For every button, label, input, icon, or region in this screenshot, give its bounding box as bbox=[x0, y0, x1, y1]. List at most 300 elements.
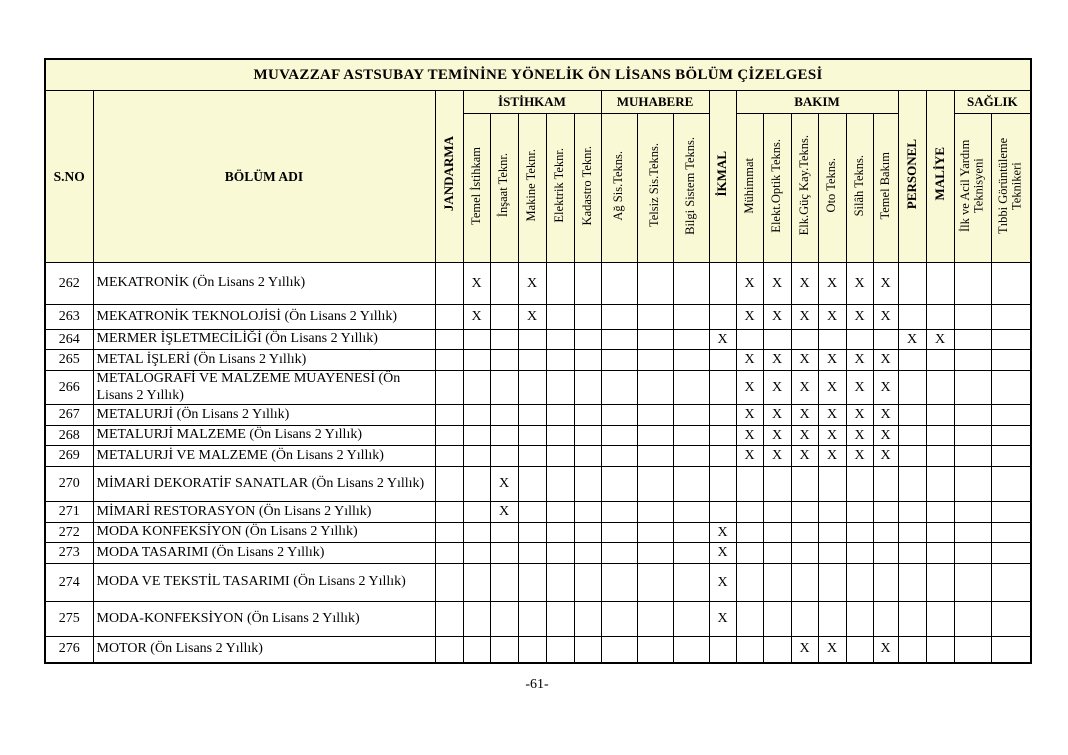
mark-cell-jandarma bbox=[435, 602, 463, 637]
col-header-bolum-adi: BÖLÜM ADI bbox=[93, 91, 435, 263]
mark-cell-personel bbox=[898, 446, 926, 467]
mark-cell-elektrik-teknr bbox=[546, 523, 574, 543]
mark-cell-ag-sis-tekns bbox=[601, 637, 637, 663]
mark-cell-telsiz-sis-tekns bbox=[637, 502, 673, 523]
sno-cell: 276 bbox=[45, 637, 93, 663]
mark-cell-ilk-acil-yardim bbox=[954, 564, 991, 602]
mark-cell-temel-bakim bbox=[873, 543, 898, 564]
mark-cell-insaat-teknr bbox=[490, 330, 518, 350]
mark-cell-temel-bakim bbox=[873, 467, 898, 502]
mark-cell-ag-sis-tekns bbox=[601, 543, 637, 564]
mark-cell-kadastro-teknr bbox=[574, 405, 601, 426]
mark-cell-ikmal: X bbox=[709, 564, 736, 602]
mark-cell-oto-tekns bbox=[818, 502, 846, 523]
mark-cell-makine-teknr bbox=[518, 637, 546, 663]
mark-cell-elekt-optik-tekns: X bbox=[763, 305, 791, 330]
mark-cell-maliye bbox=[926, 543, 954, 564]
mark-cell-silah-tekns bbox=[846, 637, 873, 663]
mark-cell-muhimmat: X bbox=[736, 426, 763, 446]
mark-cell-silah-tekns: X bbox=[846, 446, 873, 467]
mark-cell-temel-bakim: X bbox=[873, 263, 898, 305]
mark-cell-silah-tekns: X bbox=[846, 305, 873, 330]
mark-cell-temel-istihkam bbox=[463, 330, 490, 350]
table-row bbox=[45, 426, 1031, 446]
mark-cell-silah-tekns: X bbox=[846, 263, 873, 305]
mark-cell-elekt-optik-tekns bbox=[763, 467, 791, 502]
sno-cell: 266 bbox=[45, 371, 93, 405]
sno-cell: 271 bbox=[45, 502, 93, 523]
mark-cell-personel bbox=[898, 543, 926, 564]
mark-cell-ag-sis-tekns bbox=[601, 502, 637, 523]
mark-cell-personel bbox=[898, 502, 926, 523]
mark-cell-temel-istihkam bbox=[463, 564, 490, 602]
col-header-elk-guc-kay-tekns: Elk.Güç Kay.Tekns. bbox=[791, 114, 818, 263]
mark-cell-makine-teknr: X bbox=[518, 263, 546, 305]
mark-cell-tibbi-goruntuleme bbox=[991, 523, 1031, 543]
mark-cell-elk-guc-kay-tekns: X bbox=[791, 405, 818, 426]
mark-cell-ikmal bbox=[709, 350, 736, 371]
mark-cell-makine-teknr bbox=[518, 502, 546, 523]
mark-cell-bilgi-sistem-tekns bbox=[673, 502, 709, 523]
mark-cell-kadastro-teknr bbox=[574, 371, 601, 405]
mark-cell-muhimmat bbox=[736, 637, 763, 663]
mark-cell-telsiz-sis-tekns bbox=[637, 405, 673, 426]
table-row bbox=[45, 564, 1031, 602]
sno-cell: 274 bbox=[45, 564, 93, 602]
mark-cell-maliye bbox=[926, 602, 954, 637]
mark-cell-kadastro-teknr bbox=[574, 305, 601, 330]
mark-cell-kadastro-teknr bbox=[574, 564, 601, 602]
mark-cell-elk-guc-kay-tekns: X bbox=[791, 263, 818, 305]
table-row bbox=[45, 637, 1031, 663]
mark-cell-oto-tekns bbox=[818, 467, 846, 502]
mark-cell-telsiz-sis-tekns bbox=[637, 523, 673, 543]
mark-cell-jandarma bbox=[435, 405, 463, 426]
mark-cell-personel bbox=[898, 371, 926, 405]
mark-cell-muhimmat: X bbox=[736, 446, 763, 467]
mark-cell-silah-tekns bbox=[846, 502, 873, 523]
col-header-sno: S.NO bbox=[45, 91, 93, 263]
mark-cell-elk-guc-kay-tekns: X bbox=[791, 350, 818, 371]
col-header-ikmal bbox=[709, 91, 736, 263]
mark-cell-telsiz-sis-tekns bbox=[637, 330, 673, 350]
mark-cell-insaat-teknr: X bbox=[490, 467, 518, 502]
mark-cell-temel-istihkam bbox=[463, 371, 490, 405]
mark-cell-elektrik-teknr bbox=[546, 350, 574, 371]
mark-cell-tibbi-goruntuleme bbox=[991, 305, 1031, 330]
group-header-row bbox=[45, 91, 1031, 114]
bolum-name-cell: MİMARİ DEKORATİF SANATLAR (Ön Lisans 2 Yıllık) bbox=[93, 467, 435, 502]
mark-cell-temel-istihkam bbox=[463, 602, 490, 637]
mark-cell-insaat-teknr bbox=[490, 523, 518, 543]
mark-cell-ikmal bbox=[709, 467, 736, 502]
mark-cell-personel bbox=[898, 467, 926, 502]
mark-cell-kadastro-teknr bbox=[574, 446, 601, 467]
mark-cell-elekt-optik-tekns bbox=[763, 543, 791, 564]
mark-cell-personel bbox=[898, 426, 926, 446]
mark-cell-ilk-acil-yardim bbox=[954, 446, 991, 467]
mark-cell-insaat-teknr bbox=[490, 637, 518, 663]
mark-cell-kadastro-teknr bbox=[574, 263, 601, 305]
mark-cell-maliye: X bbox=[926, 330, 954, 350]
mark-cell-bilgi-sistem-tekns bbox=[673, 523, 709, 543]
mark-cell-ag-sis-tekns bbox=[601, 602, 637, 637]
mark-cell-insaat-teknr bbox=[490, 371, 518, 405]
mark-cell-jandarma bbox=[435, 543, 463, 564]
mark-cell-telsiz-sis-tekns bbox=[637, 543, 673, 564]
mark-cell-muhimmat bbox=[736, 467, 763, 502]
mark-cell-makine-teknr: X bbox=[518, 305, 546, 330]
mark-cell-ikmal bbox=[709, 446, 736, 467]
mark-cell-silah-tekns bbox=[846, 564, 873, 602]
mark-cell-ag-sis-tekns bbox=[601, 446, 637, 467]
mark-cell-insaat-teknr: X bbox=[490, 502, 518, 523]
mark-cell-ilk-acil-yardim bbox=[954, 405, 991, 426]
table-row bbox=[45, 405, 1031, 426]
mark-cell-oto-tekns: X bbox=[818, 263, 846, 305]
mark-cell-personel bbox=[898, 637, 926, 663]
mark-cell-elekt-optik-tekns bbox=[763, 602, 791, 637]
col-header-insaat-teknr: İnşaat Teknr. bbox=[490, 114, 518, 263]
mark-cell-oto-tekns bbox=[818, 602, 846, 637]
mark-cell-telsiz-sis-tekns bbox=[637, 446, 673, 467]
mark-cell-elekt-optik-tekns: X bbox=[763, 446, 791, 467]
mark-cell-oto-tekns bbox=[818, 564, 846, 602]
mark-cell-tibbi-goruntuleme bbox=[991, 637, 1031, 663]
bolum-name-cell: METALURJİ VE MALZEME (Ön Lisans 2 Yıllık) bbox=[93, 446, 435, 467]
col-header-elektrik-teknr: Elektrik Teknr. bbox=[546, 114, 574, 263]
mark-cell-temel-istihkam bbox=[463, 523, 490, 543]
mark-cell-telsiz-sis-tekns bbox=[637, 350, 673, 371]
mark-cell-muhimmat: X bbox=[736, 350, 763, 371]
personel-label: PERSONEL bbox=[903, 138, 919, 210]
mark-cell-oto-tekns: X bbox=[818, 350, 846, 371]
col-header-elekt-optik-tekns: Elekt.Optik Tekns. bbox=[763, 114, 791, 263]
mark-cell-bilgi-sistem-tekns bbox=[673, 305, 709, 330]
mark-cell-elk-guc-kay-tekns: X bbox=[791, 637, 818, 663]
bolum-name-cell: MEKATRONİK (Ön Lisans 2 Yıllık) bbox=[93, 263, 435, 305]
mark-cell-temel-istihkam: X bbox=[463, 263, 490, 305]
mark-cell-oto-tekns: X bbox=[818, 446, 846, 467]
mark-cell-personel bbox=[898, 523, 926, 543]
mark-cell-elektrik-teknr bbox=[546, 330, 574, 350]
mark-cell-elk-guc-kay-tekns bbox=[791, 467, 818, 502]
bolum-name-cell: METALURJİ (Ön Lisans 2 Yıllık) bbox=[93, 405, 435, 426]
mark-cell-makine-teknr bbox=[518, 602, 546, 637]
mark-cell-oto-tekns bbox=[818, 330, 846, 350]
mark-cell-telsiz-sis-tekns bbox=[637, 426, 673, 446]
mark-cell-ag-sis-tekns bbox=[601, 405, 637, 426]
mark-cell-tibbi-goruntuleme bbox=[991, 263, 1031, 305]
mark-cell-jandarma bbox=[435, 502, 463, 523]
mark-cell-temel-bakim bbox=[873, 330, 898, 350]
mark-cell-elk-guc-kay-tekns bbox=[791, 502, 818, 523]
mark-cell-ag-sis-tekns bbox=[601, 371, 637, 405]
mark-cell-elekt-optik-tekns: X bbox=[763, 350, 791, 371]
bolum-name-cell: METALURJİ MALZEME (Ön Lisans 2 Yıllık) bbox=[93, 426, 435, 446]
mark-cell-silah-tekns bbox=[846, 330, 873, 350]
mark-cell-maliye bbox=[926, 564, 954, 602]
mark-cell-ilk-acil-yardim bbox=[954, 467, 991, 502]
mark-cell-maliye bbox=[926, 350, 954, 371]
mark-cell-ag-sis-tekns bbox=[601, 263, 637, 305]
mark-cell-temel-bakim: X bbox=[873, 426, 898, 446]
table-title: MUVAZZAF ASTSUBAY TEMİNİNE YÖNELİK ÖN LİSANS BÖLÜM ÇİZELGESİ bbox=[45, 59, 1031, 91]
table-row bbox=[45, 330, 1031, 350]
mark-cell-insaat-teknr bbox=[490, 426, 518, 446]
mark-cell-telsiz-sis-tekns bbox=[637, 263, 673, 305]
mark-cell-telsiz-sis-tekns bbox=[637, 305, 673, 330]
bolum-name-cell: MERMER İŞLETMECİLİĞİ (Ön Lisans 2 Yıllık) bbox=[93, 330, 435, 350]
mark-cell-personel bbox=[898, 263, 926, 305]
mark-cell-elektrik-teknr bbox=[546, 305, 574, 330]
table-row bbox=[45, 371, 1031, 405]
mark-cell-elektrik-teknr bbox=[546, 446, 574, 467]
mark-cell-temel-bakim: X bbox=[873, 405, 898, 426]
mark-cell-tibbi-goruntuleme bbox=[991, 405, 1031, 426]
mark-cell-muhimmat bbox=[736, 502, 763, 523]
sno-cell: 275 bbox=[45, 602, 93, 637]
mark-cell-tibbi-goruntuleme bbox=[991, 602, 1031, 637]
mark-cell-bilgi-sistem-tekns bbox=[673, 637, 709, 663]
mark-cell-ag-sis-tekns bbox=[601, 467, 637, 502]
table-row bbox=[45, 467, 1031, 502]
col-header-maliye bbox=[926, 91, 954, 263]
mark-cell-kadastro-teknr bbox=[574, 350, 601, 371]
mark-cell-kadastro-teknr bbox=[574, 502, 601, 523]
mark-cell-makine-teknr bbox=[518, 523, 546, 543]
sno-cell: 268 bbox=[45, 426, 93, 446]
mark-cell-makine-teknr bbox=[518, 405, 546, 426]
bolum-name-cell: MEKATRONİK TEKNOLOJİSİ (Ön Lisans 2 Yıllık) bbox=[93, 305, 435, 330]
mark-cell-muhimmat: X bbox=[736, 371, 763, 405]
mark-cell-silah-tekns: X bbox=[846, 371, 873, 405]
sno-cell: 269 bbox=[45, 446, 93, 467]
mark-cell-insaat-teknr bbox=[490, 263, 518, 305]
mark-cell-makine-teknr bbox=[518, 350, 546, 371]
mark-cell-bilgi-sistem-tekns bbox=[673, 602, 709, 637]
mark-cell-insaat-teknr bbox=[490, 564, 518, 602]
mark-cell-maliye bbox=[926, 502, 954, 523]
mark-cell-ikmal bbox=[709, 426, 736, 446]
group-header-saglik: SAĞLIK bbox=[954, 91, 1031, 114]
mark-cell-ilk-acil-yardim bbox=[954, 523, 991, 543]
mark-cell-ag-sis-tekns bbox=[601, 426, 637, 446]
mark-cell-ilk-acil-yardim bbox=[954, 263, 991, 305]
mark-cell-elk-guc-kay-tekns bbox=[791, 602, 818, 637]
mark-cell-kadastro-teknr bbox=[574, 426, 601, 446]
mark-cell-muhimmat bbox=[736, 543, 763, 564]
mark-cell-bilgi-sistem-tekns bbox=[673, 467, 709, 502]
mark-cell-ag-sis-tekns bbox=[601, 523, 637, 543]
mark-cell-muhimmat: X bbox=[736, 263, 763, 305]
mark-cell-silah-tekns bbox=[846, 602, 873, 637]
mark-cell-temel-istihkam bbox=[463, 446, 490, 467]
mark-cell-ag-sis-tekns bbox=[601, 305, 637, 330]
mark-cell-temel-bakim bbox=[873, 523, 898, 543]
mark-cell-jandarma bbox=[435, 467, 463, 502]
mark-cell-elektrik-teknr bbox=[546, 426, 574, 446]
mark-cell-jandarma bbox=[435, 564, 463, 602]
mark-cell-telsiz-sis-tekns bbox=[637, 371, 673, 405]
mark-cell-temel-istihkam bbox=[463, 502, 490, 523]
mark-cell-kadastro-teknr bbox=[574, 543, 601, 564]
mark-cell-elekt-optik-tekns: X bbox=[763, 426, 791, 446]
mark-cell-personel bbox=[898, 350, 926, 371]
mark-cell-tibbi-goruntuleme bbox=[991, 543, 1031, 564]
maliye-label: MALİYE bbox=[931, 147, 947, 201]
mark-cell-jandarma bbox=[435, 523, 463, 543]
mark-cell-ilk-acil-yardim bbox=[954, 330, 991, 350]
mark-cell-ikmal: X bbox=[709, 330, 736, 350]
mark-cell-kadastro-teknr bbox=[574, 602, 601, 637]
col-header-makine-teknr: Makine Teknr. bbox=[518, 114, 546, 263]
mark-cell-tibbi-goruntuleme bbox=[991, 502, 1031, 523]
mark-cell-elekt-optik-tekns bbox=[763, 502, 791, 523]
mark-cell-muhimmat bbox=[736, 523, 763, 543]
mark-cell-maliye bbox=[926, 637, 954, 663]
mark-cell-elekt-optik-tekns bbox=[763, 637, 791, 663]
mark-cell-temel-istihkam bbox=[463, 543, 490, 564]
mark-cell-elektrik-teknr bbox=[546, 405, 574, 426]
mark-cell-telsiz-sis-tekns bbox=[637, 467, 673, 502]
mark-cell-temel-istihkam bbox=[463, 350, 490, 371]
mark-cell-insaat-teknr bbox=[490, 602, 518, 637]
mark-cell-elekt-optik-tekns bbox=[763, 330, 791, 350]
mark-cell-elekt-optik-tekns: X bbox=[763, 371, 791, 405]
mark-cell-elekt-optik-tekns: X bbox=[763, 263, 791, 305]
mark-cell-elk-guc-kay-tekns bbox=[791, 330, 818, 350]
mark-cell-bilgi-sistem-tekns bbox=[673, 543, 709, 564]
mark-cell-tibbi-goruntuleme bbox=[991, 467, 1031, 502]
mark-cell-kadastro-teknr bbox=[574, 637, 601, 663]
mark-cell-elektrik-teknr bbox=[546, 263, 574, 305]
mark-cell-jandarma bbox=[435, 371, 463, 405]
mark-cell-makine-teknr bbox=[518, 371, 546, 405]
table-row bbox=[45, 543, 1031, 564]
mark-cell-personel bbox=[898, 564, 926, 602]
mark-cell-makine-teknr bbox=[518, 426, 546, 446]
mark-cell-oto-tekns: X bbox=[818, 426, 846, 446]
bolum-name-cell: METALOGRAFİ VE MALZEME MUAYENESİ (Ön Lisans 2 Yıllık) bbox=[93, 371, 435, 405]
mark-cell-insaat-teknr bbox=[490, 543, 518, 564]
mark-cell-jandarma bbox=[435, 637, 463, 663]
mark-cell-insaat-teknr bbox=[490, 405, 518, 426]
mark-cell-maliye bbox=[926, 405, 954, 426]
mark-cell-ikmal: X bbox=[709, 523, 736, 543]
mark-cell-oto-tekns: X bbox=[818, 405, 846, 426]
mark-cell-jandarma bbox=[435, 426, 463, 446]
mark-cell-bilgi-sistem-tekns bbox=[673, 263, 709, 305]
col-header-temel-bakim: Temel Bakım bbox=[873, 114, 898, 263]
mark-cell-oto-tekns: X bbox=[818, 371, 846, 405]
mark-cell-oto-tekns: X bbox=[818, 637, 846, 663]
table-body bbox=[45, 263, 1031, 663]
mark-cell-silah-tekns: X bbox=[846, 405, 873, 426]
mark-cell-ilk-acil-yardim bbox=[954, 350, 991, 371]
mark-cell-kadastro-teknr bbox=[574, 467, 601, 502]
table-row bbox=[45, 263, 1031, 305]
col-header-personel bbox=[898, 91, 926, 263]
sno-cell: 270 bbox=[45, 467, 93, 502]
mark-cell-ikmal bbox=[709, 305, 736, 330]
mark-cell-kadastro-teknr bbox=[574, 523, 601, 543]
mark-cell-elk-guc-kay-tekns: X bbox=[791, 305, 818, 330]
mark-cell-elektrik-teknr bbox=[546, 602, 574, 637]
mark-cell-temel-bakim: X bbox=[873, 446, 898, 467]
mark-cell-temel-istihkam bbox=[463, 467, 490, 502]
mark-cell-maliye bbox=[926, 426, 954, 446]
mark-cell-temel-istihkam: X bbox=[463, 305, 490, 330]
mark-cell-jandarma bbox=[435, 350, 463, 371]
table-header bbox=[45, 59, 1031, 263]
mark-cell-muhimmat bbox=[736, 564, 763, 602]
mark-cell-temel-bakim: X bbox=[873, 350, 898, 371]
mark-cell-maliye bbox=[926, 371, 954, 405]
mark-cell-jandarma bbox=[435, 446, 463, 467]
mark-cell-elektrik-teknr bbox=[546, 371, 574, 405]
mark-cell-ilk-acil-yardim bbox=[954, 637, 991, 663]
mark-cell-elektrik-teknr bbox=[546, 502, 574, 523]
jandarma-label: JANDARMA bbox=[440, 136, 456, 212]
page-number: -61- bbox=[525, 677, 549, 692]
mark-cell-temel-bakim bbox=[873, 502, 898, 523]
mark-cell-silah-tekns bbox=[846, 467, 873, 502]
mark-cell-tibbi-goruntuleme bbox=[991, 446, 1031, 467]
mark-cell-ikmal bbox=[709, 405, 736, 426]
col-header-tibbi-goruntuleme: Tıbbi Görüntüleme Teknikeri bbox=[991, 114, 1031, 263]
mark-cell-makine-teknr bbox=[518, 543, 546, 564]
mark-cell-muhimmat: X bbox=[736, 405, 763, 426]
table-row bbox=[45, 446, 1031, 467]
mark-cell-muhimmat bbox=[736, 330, 763, 350]
sno-cell: 267 bbox=[45, 405, 93, 426]
mark-cell-makine-teknr bbox=[518, 564, 546, 602]
col-header-ilk-acil-yardim: İlk ve Acil Yardım Teknisyeni bbox=[954, 114, 991, 263]
sno-cell: 262 bbox=[45, 263, 93, 305]
mark-cell-ag-sis-tekns bbox=[601, 564, 637, 602]
bolum-name-cell: MOTOR (Ön Lisans 2 Yıllık) bbox=[93, 637, 435, 663]
table-row bbox=[45, 305, 1031, 330]
mark-cell-bilgi-sistem-tekns bbox=[673, 371, 709, 405]
mark-cell-ikmal: X bbox=[709, 543, 736, 564]
mark-cell-ilk-acil-yardim bbox=[954, 371, 991, 405]
mark-cell-kadastro-teknr bbox=[574, 330, 601, 350]
sno-cell: 265 bbox=[45, 350, 93, 371]
mark-cell-ag-sis-tekns bbox=[601, 350, 637, 371]
mark-cell-maliye bbox=[926, 263, 954, 305]
mark-cell-ilk-acil-yardim bbox=[954, 305, 991, 330]
mark-cell-jandarma bbox=[435, 263, 463, 305]
col-header-oto-tekns: Oto Tekns. bbox=[818, 114, 846, 263]
group-header-muhabere: MUHABERE bbox=[601, 91, 709, 114]
mark-cell-temel-bakim: X bbox=[873, 637, 898, 663]
mark-cell-tibbi-goruntuleme bbox=[991, 330, 1031, 350]
mark-cell-makine-teknr bbox=[518, 330, 546, 350]
mark-cell-temel-bakim: X bbox=[873, 305, 898, 330]
mark-cell-ikmal bbox=[709, 371, 736, 405]
col-header-telsiz-sis-tekns: Telsiz Sis.Tekns. bbox=[637, 114, 673, 263]
mark-cell-tibbi-goruntuleme bbox=[991, 371, 1031, 405]
mark-cell-insaat-teknr bbox=[490, 305, 518, 330]
mark-cell-ilk-acil-yardim bbox=[954, 426, 991, 446]
bolum-name-cell: MODA TASARIMI (Ön Lisans 2 Yıllık) bbox=[93, 543, 435, 564]
mark-cell-elk-guc-kay-tekns: X bbox=[791, 371, 818, 405]
col-header-silah-tekns: Silâh Tekns. bbox=[846, 114, 873, 263]
mark-cell-ikmal bbox=[709, 637, 736, 663]
mark-cell-makine-teknr bbox=[518, 467, 546, 502]
mark-cell-temel-istihkam bbox=[463, 405, 490, 426]
